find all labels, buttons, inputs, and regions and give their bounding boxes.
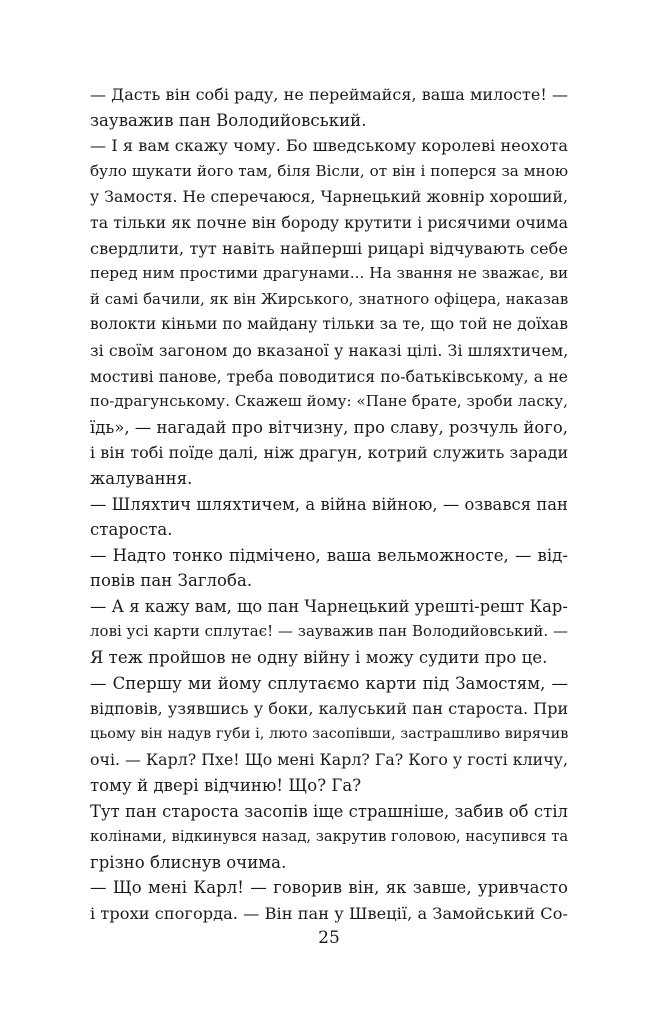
text-line: тому й двері відчиню! Що? Га? bbox=[90, 776, 362, 796]
text-line: зауважив пан Володийовський. bbox=[90, 110, 367, 130]
text-line: відповів, узявшись у боки, калуський пан староста. При bbox=[90, 699, 569, 719]
text-line: й самі бачили, як він Жирського, знатного офіцера, наказав bbox=[90, 290, 569, 308]
text-line: повів пан Заглоба. bbox=[90, 571, 253, 591]
text-line: перед ним простими драгунами... На звання не зважає, ви bbox=[90, 264, 569, 283]
text-line: і він тобі поїде далі, ніж драгун, котрий служить заради bbox=[90, 443, 569, 463]
text-line: волокти кіньми по майдану тільки за те, що той не доїхав bbox=[90, 315, 568, 334]
text-line: їдь», — нагадай про вітчизну, про славу, розчуль його, bbox=[90, 417, 568, 437]
text-line: — А я кажу вам, що пан Чарнецький урешті-решт Кар- bbox=[90, 596, 568, 616]
page-number: 25 bbox=[318, 928, 340, 948]
text-line: Я теж пройшов не одну війну і можу судити про це. bbox=[90, 648, 548, 668]
text-line: очі. — Карл? Пхе! Що мені Карл? Га? Кого у гості кличу, bbox=[90, 750, 568, 770]
text-line: у Замостя. Не сперечаюся, Чарнецький жовнір хороший, bbox=[90, 187, 568, 207]
text-line: і трохи спогорда. — Він пан у Швеції, а Замойський Со- bbox=[90, 904, 568, 923]
text-line: та тільки як почне він бороду крутити і рисячими очима bbox=[90, 212, 569, 232]
text-line: свердлити, тут навіть найперші рицарі відчувають себе bbox=[90, 238, 568, 258]
text-line: цьому він надув губи і, люто засопівши, застрашливо вирячив bbox=[90, 725, 569, 742]
text-line: колінами, відкинувся назад, закрутив головою, насупився та bbox=[90, 828, 569, 846]
text-line: — Спершу ми йому сплутаємо карти під Замостям, — bbox=[90, 673, 568, 693]
text-line: мостиві панове, треба поводитися по-батьківському, а не bbox=[90, 366, 568, 386]
text-line: лові усі карти сплутає! — зауважив пан Володийовський. — bbox=[90, 622, 568, 641]
text-line: — Дасть він собі раду, не переймайся, ваша милосте! — bbox=[90, 85, 568, 104]
text-line: грізно блиснув очима. bbox=[90, 852, 287, 872]
text-line: зі своїм загоном до вказаної у наказі цілі. Зі шляхтичем, bbox=[90, 340, 569, 360]
text-line: — Надто тонко підмічено, ваша вельможносте, — від- bbox=[90, 545, 568, 565]
text-line: — І я вам скажу чому. Бо шведському королеві неохота bbox=[90, 136, 568, 156]
text-line: Тут пан староста засопів іще страшніше, забив об стіл bbox=[90, 801, 568, 821]
text-line: — Шляхтич шляхтичем, а війна війною, — озвався пан bbox=[90, 494, 568, 514]
text-line: староста. bbox=[90, 520, 173, 540]
text-line: по-драгунському. Скажеш йому: «Пане брате, зроби ласку, bbox=[90, 392, 568, 411]
text-line: жалування. bbox=[90, 468, 193, 488]
text-line: було шукати його там, біля Вісли, от він і поперся за мною bbox=[90, 161, 569, 180]
book-page bbox=[90, 82, 569, 948]
text-line: — Що мені Карл! — говорив він, як завше, уривчасто bbox=[90, 878, 568, 898]
body-text bbox=[90, 82, 568, 927]
